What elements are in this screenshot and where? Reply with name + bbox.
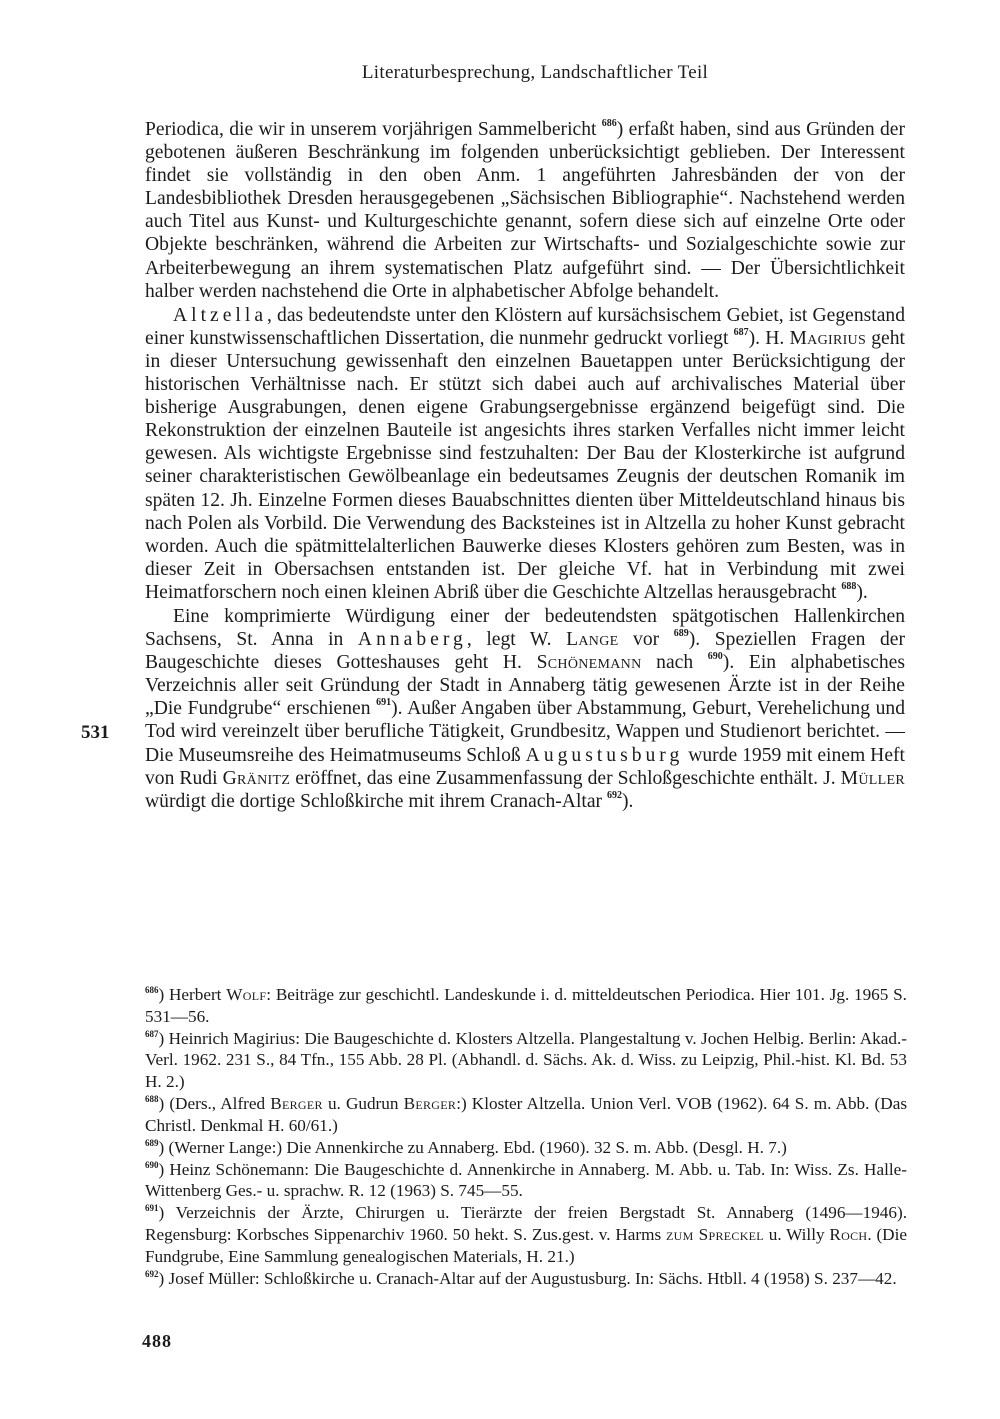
footnote-ref[interactable]: 691 [376,697,392,709]
author-name: Lange [566,629,619,651]
place-name: Augustusburg [525,744,684,766]
footnote-ref[interactable]: 687 [733,326,749,338]
footnote-687: $^{687}$) Heinrich Magirius: Die Baugeschichte d. Klosters Altzella. Plangestaltung v. Jochen Helbig. Berlin: Akad.-Verl. 1962. 231 S., 84 Tfn., 155 Abb. 28 Pl. (Abhandl. d. Sächs. Ak. d. Wiss. zu Leipzig, Phil.-hist. Kl. Bd. 53 H. 2.) [145,1028,907,1091]
paragraph-periodica: Periodica, die wir in unserem vorjährigen Sammelbericht $^{686}$) erfaßt haben, sind aus Gründen der gebotenen äußeren Beschränkung im folgenden unberücksichtigt geblieben. Der Interessent findet sie vollständig in den oben Anm. 1 angeführten Jahresbänden der von der Landesbibliothek Dresden herausgegebenen „Sächsischen Bibliographie“. Nachstehend werden auch Titel aus Kunst- und Kulturgeschichte genannt, sofern diese sich auf einzelne Orte oder Objekte beschränken, während die Arbeiten zur Wirtschafts- und Sozialgeschichte sowie zur Arbeiterbewegung an ihrem systematischen Platz aufgeführt sind. — Der Übersichtlichkeit halber werden nachstehend die Orte in alphabetischer Abfolge behandelt. [145,118,905,302]
place-name: Annaberg [357,629,467,651]
author-name: Gränitz [222,767,291,789]
footnote-691: $^{691}$) Verzeichnis der Ärzte, Chirurgen u. Tierärzte der freien Bergstadt St. Annaberg (1496—1946). Regensburg: Korbsches Sippenarchiv 1960. 50 hekt. S. Zus.gest. v. Harms zum Spreckel u. Willy Roch. (Die Fundgrube, Eine Sammlung genealogischen Materials, H. 21.) [145,1203,907,1266]
footnote-692: $^{692}$) Josef Müller: Schloßkirche u. Cranach-Altar auf der Augustusburg. In: Sächs. Htbll. 4 (1958) S. 237—42. [145,1268,897,1288]
footnote-ref[interactable]: 690 [707,651,723,663]
body-text [145,118,905,813]
place-name: Altzella [173,304,268,326]
page-number: 488 [142,1331,172,1351]
footnote-688: $^{688}$) (Ders., Alfred Berger u. Gudrun Berger:) Kloster Altzella. Union Verl. VOB (1962). 64 S. m. Abb. (Das Christl. Denkmal H. 60/61.) [145,1093,908,1135]
author-name: Magirius [789,327,867,349]
footnote-ref[interactable]: 688 [841,580,857,592]
author-name: Schönemann [536,652,642,674]
paragraph-annaberg: Eine komprimierte Würdigung einer der bedeutendsten spätgotischen Hallenkirchen Sachsens, St. Anna in Annaberg, legt W. Lange vor $^{689}$). Speziellen Fragen der Baugeschichte dieses Gotteshauses geht H. Schönemann nach $^{690}$). Ein alphabetisches Verzeichnis aller seit Gründung der Stadt in Annaberg tätig gewesenen Ärzte ist in der Reihe „Die Fundgrube“ erschienen $^{691}$). Außer Angaben über Abstammung, Geburt, Verehelichung und Tod wird vereinzelt über berufliche Tätigkeit, Grundbesitz, Wappen und Studienort berichtet. — Die Museumsreihe des Heimatmuseums Schloß Augustusburg wurde 1959 mit einem Heft von Rudi Gränitz eröffnet, das eine Zusammenfassung der Schloßgeschichte enthält. J. Müller würdigt die dortige Schloßkirche mit ihrem Cranach-Altar $^{692}$). [145,605,906,812]
footnotes [145,984,907,1290]
margin-number: 531 [81,722,110,743]
paragraph-altzella: Altzella, das bedeutendste unter den Klöstern auf kursächsischem Gebiet, ist Gegenstand einer kunstwissenschaftlichen Dissertation, die nunmehr gedruckt vorliegt $^{687}$). H. Magirius geht in dieser Untersuchung gewissenhaft den einzelnen Bauetappen unter Berücksichtigung der historischen Verhältnisse nach. Er stützt sich dabei auch auf archivalisches Material über bisherige Ausgrabungen, denen eigene Grabungsergebnisse ergänzend beigefügt sind. Die Rekonstruktion der einzelnen Bauteile ist angesichts ihres starken Verfalles nicht immer leicht gewesen. Als wichtigste Ergebnisse sind festzuhalten: Der Bau der Klosterkirche ist aufgrund seiner charakteristischen Gewölbeanlage ein bedeutsames Zeugnis der deutschen Romanik im späten 12. Jh. Einzelne Formen dieses Bauabschnittes dienten über Mitteldeutschland hinaus bis nach Polen als Vorbild. Die Verwendung des Backsteines ist in Altzella zu hoher Kunst gebracht worden. Auch die spätmittelalterlichen Bauwerke dieses Klosters gehören zum Besten, was in dieser Zeit in Obersachsen entstanden ist. Der gleiche Vf. hat in Verbindung mit zwei Heimatforschern noch einen kleinen Abriß über die Geschichte Altzellas herausgebracht $^{688}$). [145,304,905,603]
footnote-ref[interactable]: 692 [606,789,622,801]
footnote-690: $^{690}$) Heinz Schönemann: Die Baugeschichte d. Annenkirche in Annaberg. M. Abb. u. Tab. In: Wiss. Zs. Halle-Wittenberg Ges.- u. sprachw. R. 12 (1963) S. 745—55. [145,1159,907,1201]
footnote-ref[interactable]: 689 [673,628,689,640]
footnote-ref[interactable]: 686 [601,118,617,129]
footnote-686: $^{686}$) Herbert Wolf: Beiträge zur geschichtl. Landeskunde i. d. mitteldeutschen Periodica. Hier 101. Jg. 1965 S. 531—56. [145,985,907,1026]
author-name: Müller [840,767,905,789]
footnote-689: $^{689}$) (Werner Lange:) Die Annenkirche zu Annaberg. Ebd. (1960). 32 S. m. Abb. (Desgl. H. 7.) [145,1137,787,1157]
running-head: Literaturbesprechung, Landschaftlicher Teil [361,62,709,83]
